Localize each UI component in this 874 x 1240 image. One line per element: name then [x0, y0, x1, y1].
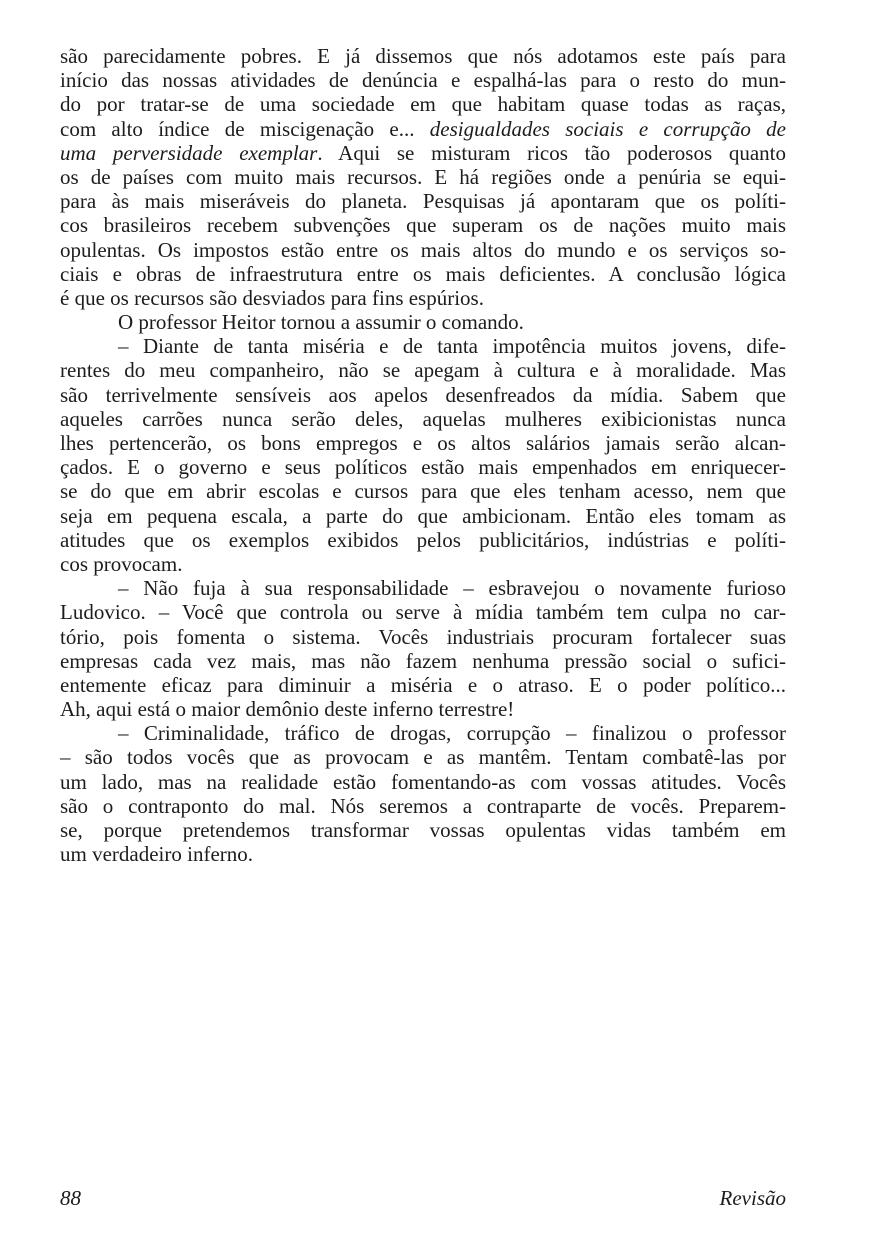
- text-line: [60, 721, 786, 745]
- text-segment: Ah, aqui está o maior demônio deste inferno terrestre!: [60, 697, 515, 722]
- body-text: [60, 44, 786, 866]
- text-segment: rentes do meu companheiro, não se apegam à cultura e à moralidade. Mas: [60, 358, 786, 383]
- text-line: [60, 44, 786, 68]
- text-segment: aqueles carrões nunca serão deles, aquelas mulheres exibicionistas nunca: [60, 406, 786, 431]
- text-segment: çados. E o governo e seus políticos estão mais empenhados em enriquecer-: [60, 455, 786, 480]
- text-line: [60, 625, 786, 649]
- text-segment: entemente eficaz para diminuir a miséria e o atraso. E o poder político...: [60, 672, 786, 697]
- text-segment: tório, pois fomenta o sistema. Vocês industriais procuram fortalecer suas: [60, 624, 786, 649]
- text-segment: se do que em abrir escolas e cursos para que eles tenham acesso, nem que: [60, 479, 786, 504]
- text-line: [60, 286, 786, 310]
- text-segment: lhes pertencerão, os bons empregos e os altos salários jamais serão alcan-: [60, 431, 786, 455]
- italic-text-segment: uma perversidade exemplar: [60, 140, 318, 165]
- text-segment: ciais e obras de infraestrutura entre os mais deficientes. A conclusão lógica: [60, 261, 786, 286]
- text-segment: cos brasileiros recebem subvenções que superam os de nações muito mais: [60, 213, 786, 238]
- text-segment: atitudes que os exemplos exibidos pelos publicitários, indústrias e políti-: [60, 527, 786, 552]
- text-segment: os de países com muito mais recursos. E há regiões onde a penúria se equi-: [60, 164, 786, 189]
- text-segment: são parecidamente pobres. E já dissemos que nós adotamos este país para: [60, 44, 786, 68]
- text-line: [60, 213, 786, 237]
- text-segment: opulentas. Os impostos estão entre os mais altos do mundo e os serviços so-: [60, 237, 786, 262]
- text-line: [60, 770, 786, 794]
- text-line: [60, 92, 786, 116]
- text-segment: – são todos vocês que as provocam e as mantêm. Tentam combatê-las por: [60, 745, 786, 770]
- text-segment: . Aqui se misturam ricos tão poderosos quanto: [317, 140, 787, 165]
- text-line: [60, 68, 786, 92]
- text-segment: seja em pequena escala, a parte do que ambicionam. Então eles tomam as: [60, 503, 786, 528]
- text-segment: um lado, mas na realidade estão fomentando-as com vossas atitudes. Vocês: [60, 769, 786, 794]
- text-line: [60, 697, 786, 721]
- running-title: Revisão: [719, 1186, 786, 1210]
- text-line: [60, 238, 786, 262]
- text-segment: se, porque pretendemos transformar vossas opulentas vidas também em: [60, 818, 786, 842]
- text-line: [60, 745, 786, 769]
- text-segment: do por tratar-se de uma sociedade em que habitam quase todas as raças,: [60, 92, 786, 117]
- text-segment: início das nossas atividades de denúncia e espalhá-las para o resto do mun-: [60, 68, 786, 93]
- text-line: [60, 649, 786, 673]
- text-line: [60, 600, 786, 624]
- text-line: [60, 504, 786, 528]
- text-line: [60, 552, 786, 576]
- text-line: [60, 431, 786, 455]
- text-segment: O professor Heitor tornou a assumir o comando.: [118, 310, 524, 335]
- text-segment: para às mais miseráveis do planeta. Pesquisas já apontaram que os políti-: [60, 189, 786, 214]
- text-line: [60, 576, 786, 600]
- italic-text-segment: desigualdades sociais e corrupção de: [429, 116, 786, 141]
- text-line: [60, 479, 786, 503]
- text-segment: são o contraponto do mal. Nós seremos a contraparte de vocês. Preparem-: [60, 793, 786, 818]
- text-segment: cos provocam.: [60, 551, 183, 576]
- text-segment: empresas cada vez mais, mas não fazem nenhuma pressão social o sufici-: [60, 648, 786, 673]
- text-line: [60, 141, 786, 165]
- text-line: [60, 673, 786, 697]
- text-segment: é que os recursos são desviados para fins espúrios.: [60, 285, 484, 310]
- text-segment: com alto índice de miscigenação e...: [60, 116, 430, 141]
- text-line: [60, 794, 786, 818]
- text-line: [60, 165, 786, 189]
- text-segment: – Não fuja à sua responsabilidade – esbravejou o novamente furioso: [118, 576, 786, 601]
- text-line: [60, 528, 786, 552]
- text-line: [60, 842, 786, 866]
- text-line: [60, 455, 786, 479]
- text-segment: – Diante de tanta miséria e de tanta impotência muitos jovens, dife-: [118, 334, 786, 359]
- text-line: [60, 117, 786, 141]
- text-line: [60, 818, 786, 842]
- text-line: [60, 407, 786, 431]
- text-segment: Ludovico. – Você que controla ou serve à mídia também tem culpa no car-: [60, 600, 786, 625]
- text-segment: – Criminalidade, tráfico de drogas, corrupção – finalizou o professor: [118, 721, 786, 746]
- text-line: [60, 383, 786, 407]
- text-line: [60, 189, 786, 213]
- text-line: [60, 358, 786, 382]
- text-line: [60, 334, 786, 358]
- text-line: [60, 262, 786, 286]
- text-segment: são terrivelmente sensíveis aos apelos desenfreados da mídia. Sabem que: [60, 382, 786, 407]
- text-segment: um verdadeiro inferno.: [60, 842, 254, 867]
- page-number: 88: [60, 1186, 81, 1210]
- text-line: [60, 310, 786, 334]
